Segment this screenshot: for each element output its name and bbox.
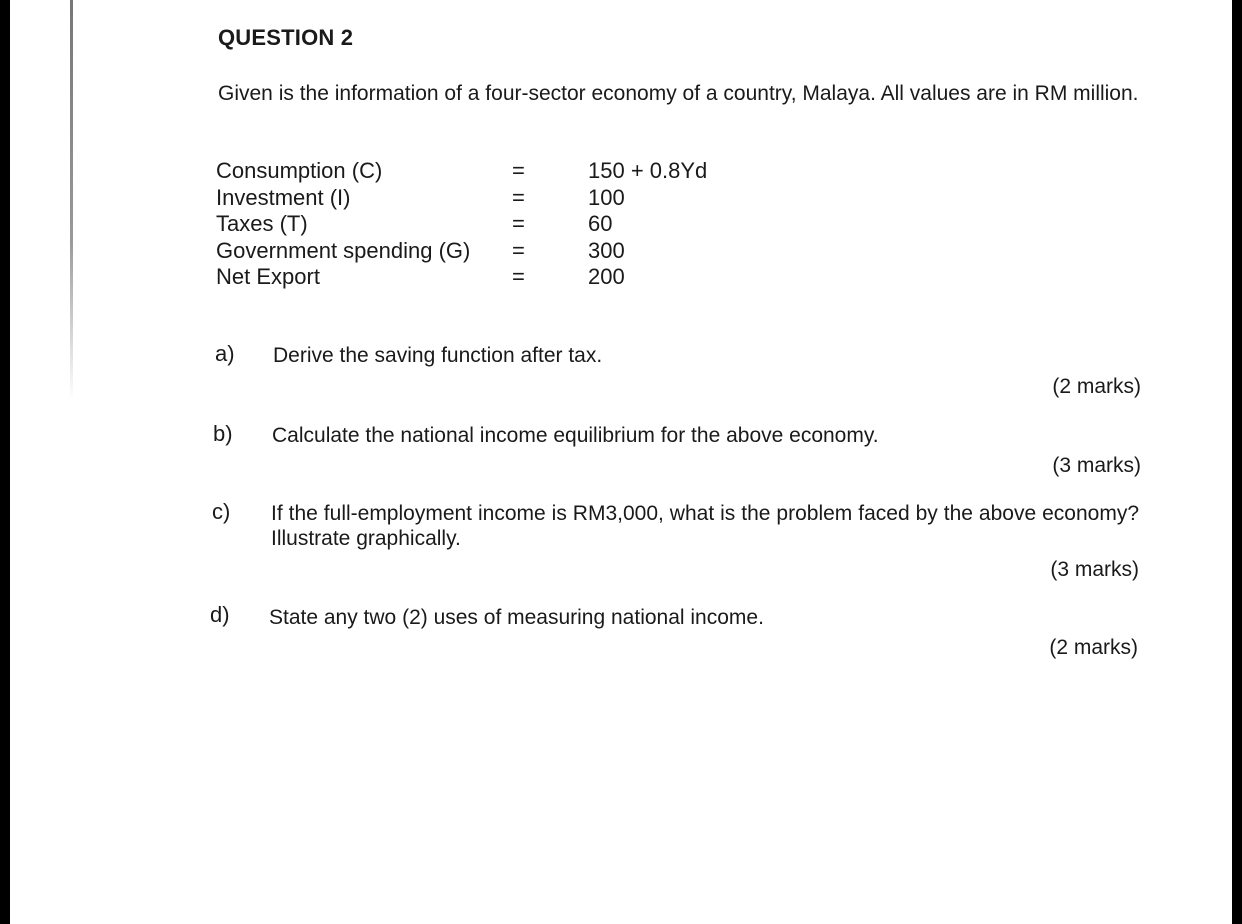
given-label: Government spending (G) (216, 237, 471, 263)
given-value: 60 (588, 211, 613, 236)
question-intro: Given is the information of a four-sector economy of a country, Malaya. All values are in RM million. (218, 82, 1139, 105)
given-value: 200 (588, 264, 625, 289)
given-label: Taxes (T) (216, 211, 308, 236)
item-text-b: Calculate the national income equilibrium for the above economy. (272, 424, 879, 447)
equals-sign: = (512, 184, 525, 210)
equals-sign: = (512, 211, 525, 236)
item-letter-c: c) (212, 499, 231, 524)
given-value: 100 (588, 184, 625, 210)
given-label: Consumption (C) (216, 158, 383, 183)
marks-c: (3 marks) (1050, 558, 1139, 581)
marks-d: (2 marks) (1049, 636, 1138, 659)
marks-b: (3 marks) (1052, 454, 1141, 477)
item-text-a: Derive the saving function after tax. (273, 344, 603, 367)
equals-sign: = (512, 237, 525, 263)
item-text-d: State any two (2) uses of measuring national income. (269, 606, 764, 629)
item-letter-b: b) (213, 421, 233, 446)
item-text-c: If the full-employment income is RM3,000, what is the problem faced by the above economy? Illustrate graphically. (271, 502, 1139, 550)
item-letter-a: a) (215, 341, 235, 366)
marks-a: (2 marks) (1052, 375, 1141, 398)
given-label: Net Export (216, 264, 320, 289)
exam-page (10, 0, 1232, 924)
equals-sign: = (512, 158, 525, 183)
given-label: Investment (I) (216, 184, 351, 210)
given-value: 300 (588, 237, 625, 263)
question-title: QUESTION 2 (218, 25, 354, 50)
item-letter-d: d) (210, 602, 230, 627)
equals-sign: = (512, 264, 525, 289)
margin-rule (70, 0, 73, 400)
given-value: 150 + 0.8Yd (588, 158, 708, 183)
